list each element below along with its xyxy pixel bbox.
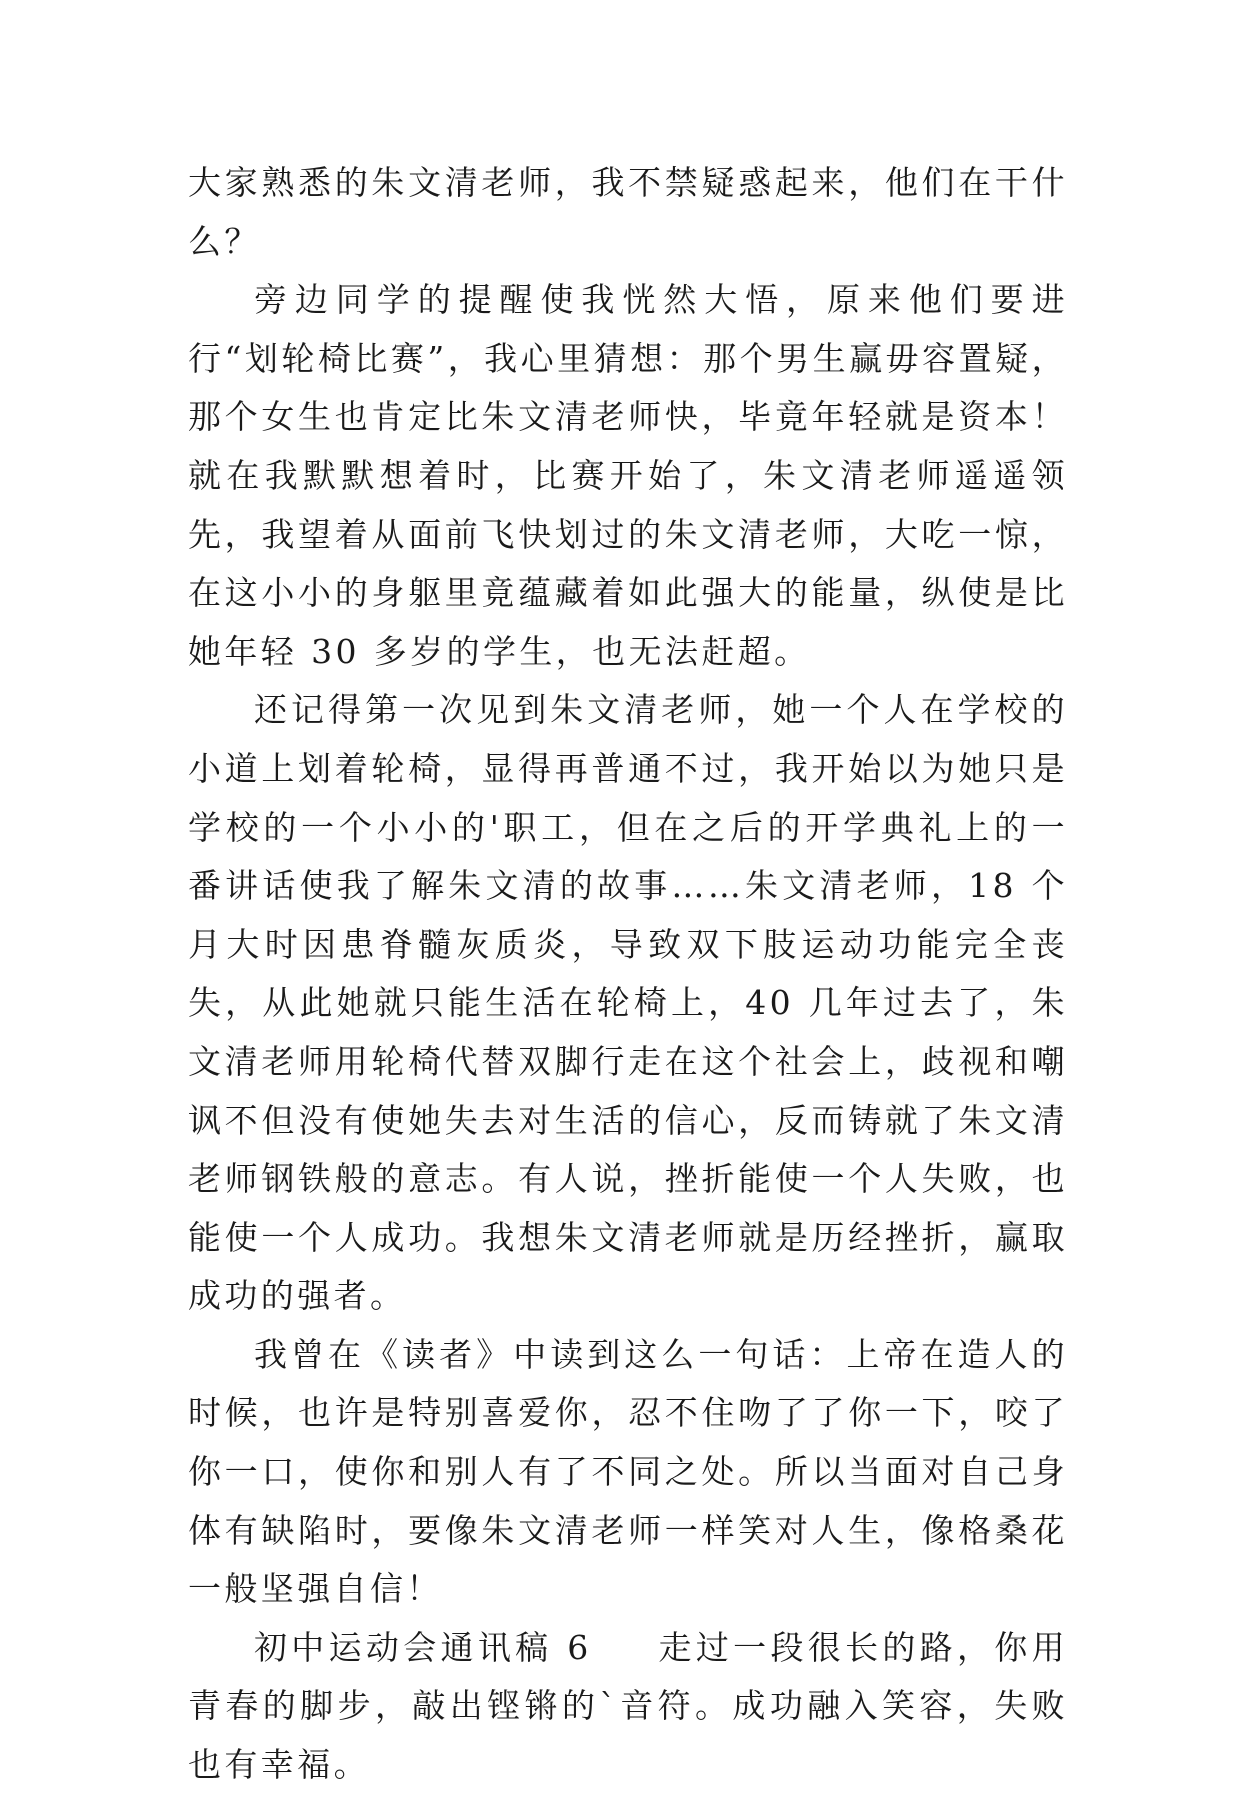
paragraph-continuation: 大家熟悉的朱文清老师，我不禁疑惑起来，他们在干什么？ bbox=[188, 163, 1068, 261]
paragraph-section-six bbox=[188, 1619, 1068, 1795]
paragraph-wheelchair-race: 旁边同学的提醒使我恍然大悟，原来他们要进行“划轮椅比赛”，我心里猜想：那个男生赢毋容置疑，那个女生也肯定比朱文清老师快，毕竟年轻就是资本！就在我默默想着时，比赛开始了，朱文清老师遥遥领先，我望着从面前飞快划过的朱文清老师，大吃一惊，在这小小的身躯里竟蕴藏着如此强大的能量，纵使是比她年轻 30 多岁的学生，也无法赶超。 bbox=[188, 280, 1068, 671]
paragraph-first-meeting: 还记得第一次见到朱文清老师，她一个人在学校的小道上划着轮椅，显得再普通不过，我开始以为她只是学校的一个小小的'职工，但在之后的开学典礼上的一番讲话使我了解朱文清的故事……朱文清老师，18 个月大时因患脊髓灰质炎，导致双下肢运动功能完全丧失，从此她就只能生活在轮椅上，40 几年过去了，朱文清老师用轮椅代替双脚行走在这个社会上，歧视和嘲讽不但没有使她失去对生活的信心，反而铸就了朱文清老师钢铁般的意志。有人说，挫折能使一个人失败，也能使一个人成功。我想朱文清老师就是历经挫折，赢取成功的强者。 bbox=[188, 690, 1068, 1316]
section-heading: 初中运动会通讯稿 6 bbox=[254, 1627, 592, 1667]
document-body bbox=[188, 154, 1068, 1795]
paragraph-readers-quote: 我曾在《读者》中读到这么一句话：上帝在造人的时候，也许是特别喜爱你，忍不住吻了了你一下，咬了你一口，使你和别人有了不同之处。所以当面对自己身体有缺陷时，要像朱文清老师一样笑对人生，像格桑花一般坚强自信！ bbox=[188, 1334, 1068, 1609]
section-first-line: 走过一段很长的路，你用青春的脚步，敲出铿锵的`音符。成功融入笑容，失败也有幸福。 bbox=[188, 1627, 1068, 1785]
